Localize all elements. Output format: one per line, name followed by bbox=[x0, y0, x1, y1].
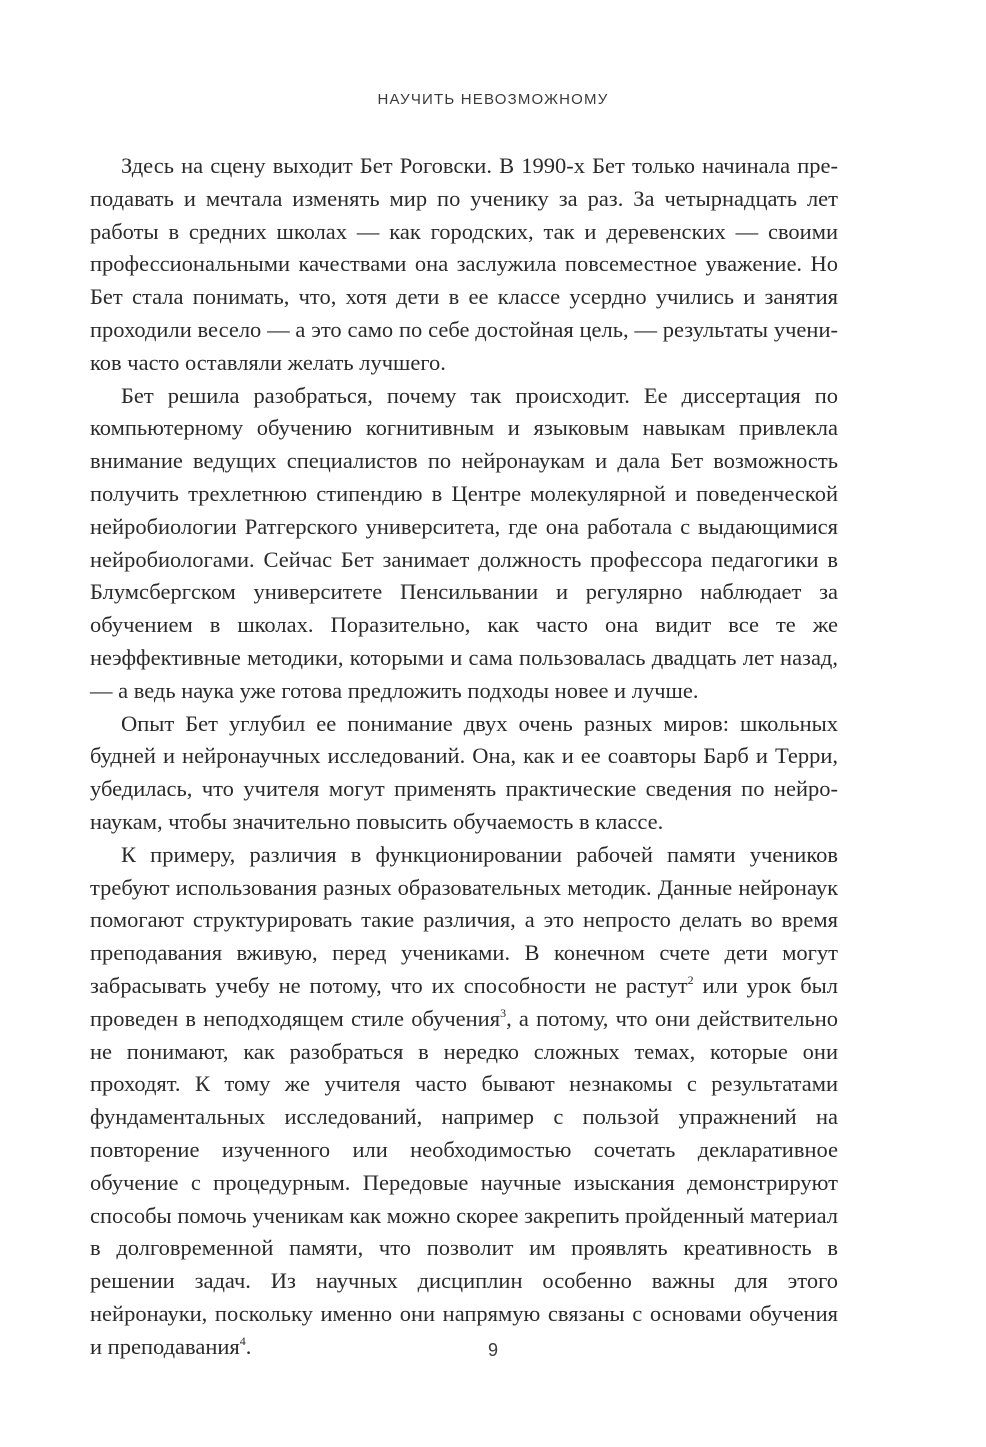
paragraph-4-part-c: , а потому, что они действительно не понимают, как разобраться в нередко сложных темах, которые они проходят. К тому же учителя часто бывают незнакомы с результатами фундаментальных исследований, например с пользой упражнений на повторение изученного или необходимостью сочетать декларативное обучение с процедурным. Передовые научные изыскания демонстрируют способы помочь ученикам как можно скорее закрепить пройденный материал в долговременной памяти, что позволит им проявлять креативность в решении задач. Из научных дисциплин особенно важны для этого нейронауки, поскольку именно они напрямую связаны с основами обучения и преподавания bbox=[90, 1005, 838, 1359]
paragraph-4 bbox=[90, 839, 838, 1364]
footnote-marker-4[interactable]: 4 bbox=[239, 1333, 246, 1348]
paragraph-1: Здесь на сцену выходит Бет Роговски. В 1990-х Бет только начинала преподавать и мечтала изменять мир по ученику за раз. За четырнадцать лет работы в средних школах — как городских, так и деревенских — своими профессиональными качествами она заслужила повсеместное уважение. Но Бет стала понимать, что, хотя дети в ее классе усердно учились и занятия проходили весело — а это само по себе достойная цель, — результаты учеников часто оставляли желать лучшего. bbox=[90, 153, 838, 375]
running-title: НАУЧИТЬ НЕВОЗМОЖНОМУ bbox=[377, 91, 609, 108]
footnote-marker-2[interactable]: 2 bbox=[687, 972, 694, 987]
body-text bbox=[90, 150, 838, 1363]
paragraph-4-part-d: . bbox=[245, 1333, 252, 1359]
paragraph-4-part-a: К примеру, различия в функционировании рабочей памяти учеников требуют использования разных образовательных методик. Данные нейронаук помогают структурировать такие различия, а это непросто делать во время преподавания вживую, перед учениками. В конечном счете дети могут забрасывать учебу не потому, что их способности не растут bbox=[90, 841, 838, 998]
footnote-marker-3[interactable]: 3 bbox=[500, 1005, 507, 1020]
page-number: 9 bbox=[487, 1340, 498, 1360]
paragraph-2: Бет решила разобраться, почему так происходит. Ее диссертация по компьютерному обучению когнитивным и языковым навыкам привлекла внимание ведущих специалистов по нейронаукам и дала Бет возможность получить трехлетнюю стипендию в Центре молекулярной и поведенческой нейробиологии Ратгерского университета, где она работала с выдающимися нейробиологами. Сейчас Бет занимает должность профессора педагогики в Блумсбергском университете Пенсильвании и регулярно наблюдает за обучением в школах. Поразительно, как часто она видит все те же неэффективные методики, которыми и сама пользовалась двадцать лет назад, — а ведь наука уже готова предложить подходы новее и лучше. bbox=[90, 382, 838, 703]
paragraph-4-part-b: или урок был проведен в неподходящем стиле обучения bbox=[90, 972, 838, 1031]
paragraph-3: Опыт Бет углубил ее понимание двух очень разных миров: школьных будней и нейронаучных исследований. Она, как и ее соавторы Барб и Терри, убедилась, что учителя могут применять практические сведения по нейронаукам, чтобы значительно повысить обучаемость в классе. bbox=[90, 710, 838, 834]
